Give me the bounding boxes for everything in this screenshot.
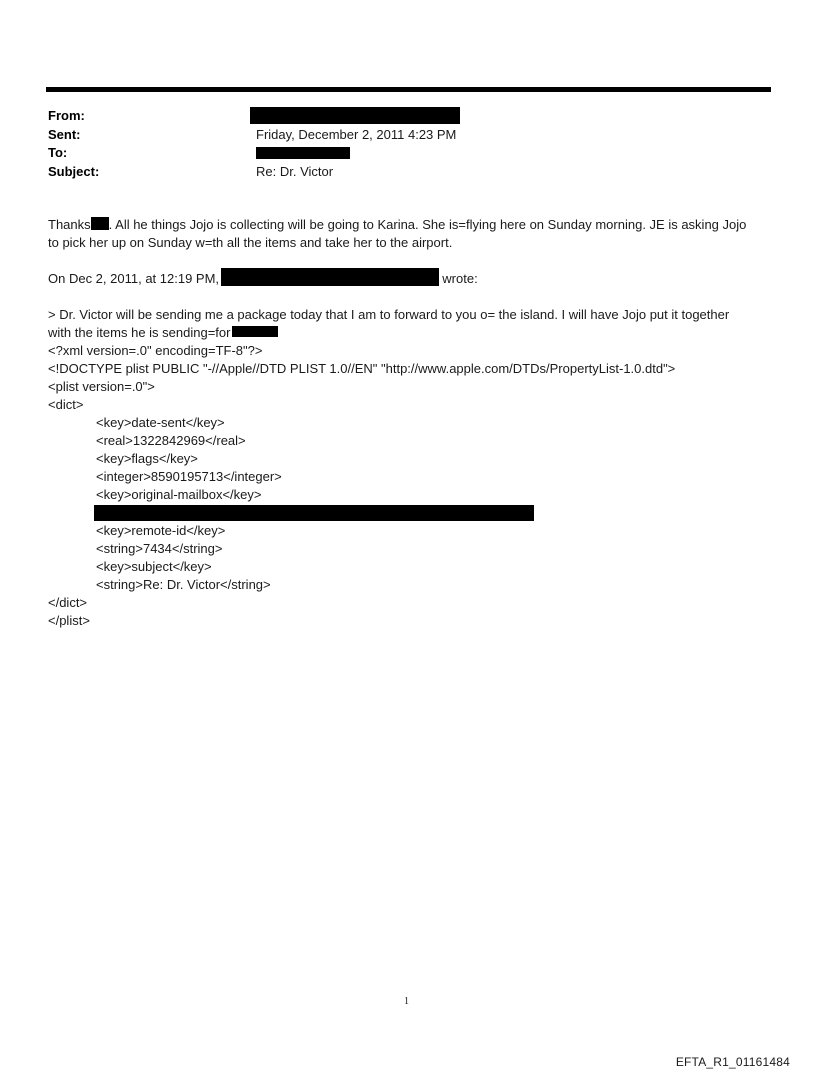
subject-label: Subject: xyxy=(48,163,100,179)
plist-doctype: <!DOCTYPE plist PUBLIC "-//Apple//DTD PLIST 1.0//EN" "http://www.apple.com/DTDs/PropertyList-1.0.dtd"> xyxy=(48,361,676,376)
to-label: To: xyxy=(48,145,68,160)
document-id: EFTA_R1_01161484 xyxy=(675,1055,790,1069)
plist-xml-declaration: <?xml version=.0" encoding=TF-8"?> xyxy=(48,343,263,358)
recipient-redaction xyxy=(91,217,109,230)
key-flags: <key>flags</key> xyxy=(96,451,198,466)
page-number: 1 xyxy=(404,996,409,1007)
key-date-sent: <key>date-sent</key> xyxy=(96,415,225,430)
key-original-mailbox: <key>original-mailbox</key> xyxy=(96,487,262,502)
to-redaction xyxy=(256,147,350,159)
quoted-line-2 xyxy=(48,324,773,342)
thanks-word: Thanks xyxy=(48,217,91,232)
from-redaction xyxy=(250,107,460,124)
key-remote-id: <key>remote-id</key> xyxy=(96,523,226,538)
sent-value: Friday, December 2, 2011 4:23 PM xyxy=(256,126,457,142)
dict-close-tag: </dict> xyxy=(48,595,88,610)
from-label: From: xyxy=(48,108,85,123)
real-value: <real>1322842969</real> xyxy=(96,433,246,448)
plist-open-tag: <plist version=.0"> xyxy=(48,379,155,394)
from-value xyxy=(256,107,466,126)
to-value xyxy=(256,144,350,163)
sender-redaction xyxy=(221,268,439,286)
message-line-1 xyxy=(48,216,773,234)
quote-intro-prefix: On Dec 2, 2011, at 12:19 PM, xyxy=(48,271,220,286)
quote-intro xyxy=(48,270,773,289)
quoted-line-1: > Dr. Victor will be sending me a package today that I am to forward to you o= the island. I will have Jojo put it together xyxy=(48,307,730,322)
string-remote-id: <string>7434</string> xyxy=(96,541,223,556)
message-line-2: to pick her up on Sunday w=th all the items and take her to the airport. xyxy=(48,235,453,250)
quote-intro-suffix: wrote: xyxy=(442,271,478,286)
subject-value: Re: Dr. Victor xyxy=(256,163,334,179)
dict-open-tag: <dict> xyxy=(48,397,84,412)
header-rule xyxy=(46,87,771,92)
mailbox-redaction xyxy=(94,505,534,521)
message-line-1-rest: . All he things Jojo is collecting will be going to Karina. She is=flying here on Sunday morning. JE is asking Jojo xyxy=(108,217,747,232)
plist-close-tag: </plist> xyxy=(48,613,90,628)
quoted-redaction xyxy=(232,326,278,337)
integer-value: <integer>8590195713</integer> xyxy=(96,469,282,484)
quoted-line-2-text: with the items he is sending=for xyxy=(48,325,231,340)
sent-label: Sent: xyxy=(48,126,81,142)
string-subject: <string>Re: Dr. Victor</string> xyxy=(96,577,271,592)
key-subject: <key>subject</key> xyxy=(96,559,212,574)
